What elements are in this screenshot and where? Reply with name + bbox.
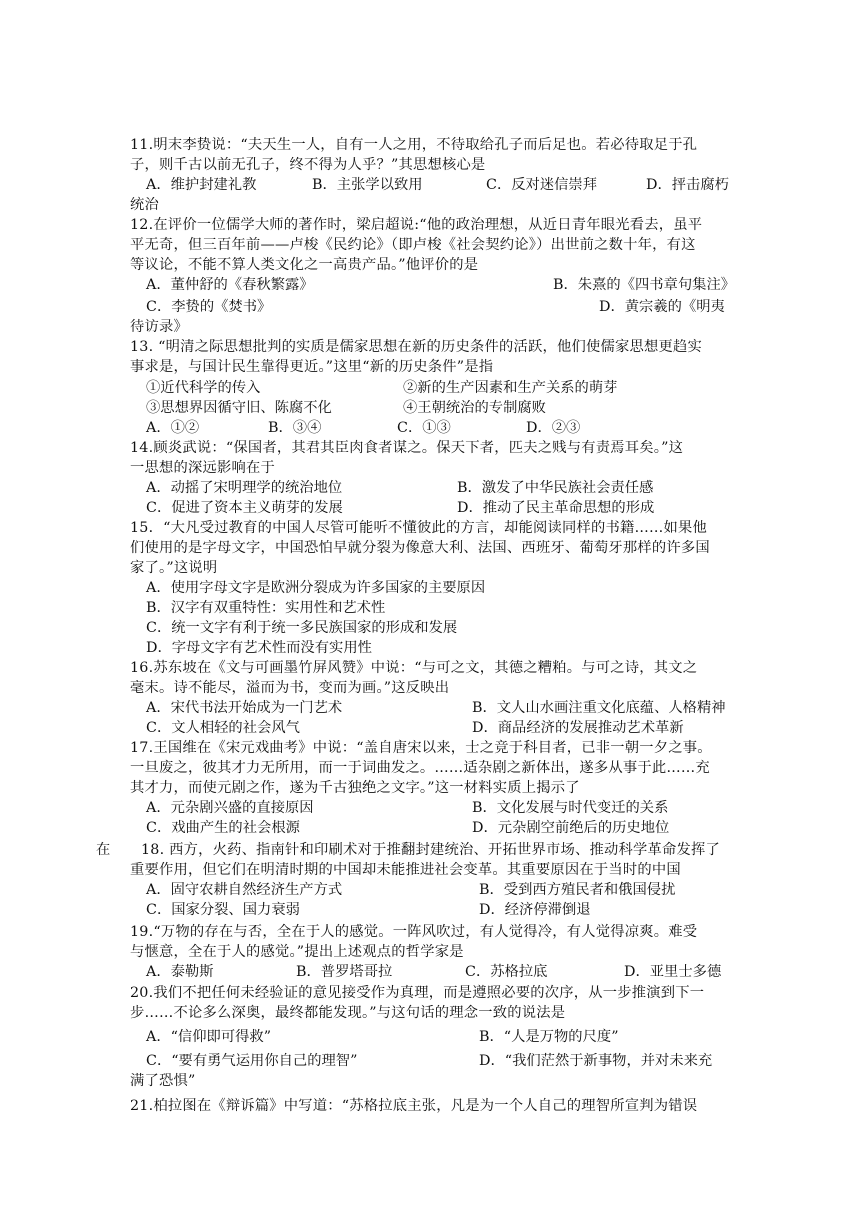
q12-option-b: B．朱熹的《四书章句集注》	[553, 277, 736, 293]
q19-option-b: B．普罗塔哥拉	[296, 964, 393, 980]
q13-option-a: A．①②	[146, 420, 200, 436]
q14-stem-line-1: 14.顾炎武说：“保国者，其君其臣肉食者谋之。保天下者，匹夫之贱与有责焉耳矣。”这	[130, 440, 684, 456]
q12-option-a: A．董仲舒的《春秋繁露》	[146, 277, 314, 293]
q17-option-a: A．元杂剧兴盛的直接原因	[146, 800, 314, 816]
q17-stem-line-1: 17.王国维在《宋元戏曲考》中说：“盖自唐宋以来，士之竞于科目者，已非一朝一夕之事。	[130, 740, 712, 756]
q20-option-c: C．“要有勇气运用你自己的理智”	[146, 1053, 358, 1069]
q13-item-2: ②新的生产因素和生产关系的萌芽	[403, 380, 618, 396]
q13-stem-line-1: 13. “明清之际思想批判的实质是儒家思想在新的历史条件的活跃，他们使儒家思想更趋实	[130, 339, 702, 355]
q20-stem-line-2: 步……不论多么深奥，最终都能发现。”与这句话的理念一致的说法是	[130, 1005, 566, 1021]
q17-option-b: B．文化发展与时代变迁的关系	[472, 800, 669, 816]
q21-stem-line-1: 21.柏拉图在《辩诉篇》中写道：“苏格拉底主张，凡是为一个人自己的理智所宣判为错误	[130, 1098, 698, 1114]
q20-stem-line-1: 20.我们不把任何未经验证的意见接受作为真理，而是遵照必要的次序，从一步推演到下一	[130, 985, 705, 1001]
q12-option-d: D．黄宗羲的《明夷	[599, 299, 725, 315]
q12-option-d-continuation: 待访录》	[130, 319, 188, 335]
q11-option-c: C．反对迷信崇拜	[486, 177, 598, 193]
q20-option-d-continuation: 满了恐惧”	[130, 1073, 196, 1089]
q16-option-b: B．文人山水画注重文化底蕴、人格精神	[472, 700, 726, 716]
q18-option-a: A．固守农耕自然经济生产方式	[146, 882, 343, 898]
q20-option-a: A．“信仰即可得救”	[146, 1029, 272, 1045]
q15-stem-line-1: 15．“大凡受过教育的中国人尽管可能听不懂彼此的方言，却能阅读同样的书籍……如果他	[130, 520, 707, 536]
q16-stem-line-1: 16.苏东坡在《文与可画墨竹屏风赞》中说：“与可之文，其德之糟粕。与可之诗，其文之	[130, 660, 698, 676]
q12-stem-line-1: 12.在评价一位儒学大师的著作时，梁启超说:“他的政治理想，从近日青年眼光看去，虽平	[130, 217, 703, 233]
q20-option-d: D．“我们茫然于新事物，并对未来充	[479, 1053, 713, 1069]
q14-option-b: B．激发了中华民族社会责任感	[457, 480, 654, 496]
q12-stem-line-2: 平无奇，但三百年前——卢梭《民约论》（即卢梭《社会契约论》）出世前之数十年，有这	[130, 237, 696, 253]
q14-option-d: D．推动了民主革命思想的形成	[457, 500, 655, 516]
q13-item-1: ①近代科学的传入	[146, 380, 261, 396]
q18-option-d: D．经济停滞倒退	[479, 902, 591, 918]
q13-option-c: C．①③	[397, 420, 451, 436]
q19-stem-line-2: 与惬意，全在于人的感觉。”提出上述观点的哲学家是	[130, 944, 464, 960]
q13-option-d: D．②③	[526, 420, 581, 436]
q17-stem-line-2: 一旦废之，彼其才力无所用，而一于词曲发之。……适杂剧之新体出，遂多从事于此……充	[130, 760, 710, 776]
q18-stem-line-2: 重要作用，但它们在明清时期的中国却未能推进社会变革。其重要原因在于当时的中国	[130, 862, 681, 878]
q14-stem-line-2: 一思想的深远影响在于	[130, 460, 275, 476]
q15-stem-line-2: 们使用的是字母文字，中国恐怕早就分裂为像意大利、法国、西班牙、葡萄牙那样的许多国	[130, 540, 710, 556]
q16-option-d: D．商品经济的发展推动艺术革新	[472, 720, 684, 736]
q11-option-a: A．维护封建礼教	[146, 177, 257, 193]
q19-stem-line-1: 19.“万物的存在与否，全在于人的感觉。一阵风吹过，有人觉得冷，有人觉得凉爽。难受	[130, 924, 698, 940]
q15-option-a: A．使用字母文字是欧洲分裂成为许多国家的主要原因	[146, 580, 486, 596]
q20-option-b: B．“人是万物的尺度”	[479, 1029, 619, 1045]
q17-stem-line-3: 其才力，而使元剧之作，遂为千古独绝之文字。”这一材料实质上揭示了	[130, 780, 580, 796]
q14-option-a: A．动摇了宋明理学的统治地位	[146, 480, 343, 496]
q16-option-c: C．文人相轻的社会风气	[146, 720, 300, 736]
q18-option-b: B．受到西方殖民者和俄国侵扰	[479, 882, 676, 898]
q11-stem-line-2: 子，则千古以前无孔子，终不得为人乎？”其思想核心是	[130, 157, 486, 173]
q13-item-4: ④王朝统治的专制腐败	[403, 400, 546, 416]
q12-stem-line-3: 等议论，不能不算人类文化之一高贵产品。”他评价的是	[130, 257, 479, 273]
q11-option-b: B．主张学以致用	[312, 177, 423, 193]
q11-option-d: D．抨击腐朽	[646, 177, 729, 193]
q18-option-c: C．国家分裂、国力衰弱	[146, 902, 300, 918]
q13-stem-line-2: 事求是，与国计民生靠得更近。”这里“新的历史条件”是指	[130, 359, 494, 375]
q13-option-b: B．③④	[268, 420, 322, 436]
q12-option-c: C．李贽的《焚书》	[146, 299, 272, 315]
q15-option-d: D．字母文字有艺术性而没有实用性	[146, 640, 372, 656]
q16-option-a: A．宋代书法开始成为一门艺术	[146, 700, 343, 716]
q11-option-d-continuation: 统治	[130, 197, 159, 213]
q14-option-c: C．促进了资本主义萌芽的发展	[146, 500, 343, 516]
q15-option-b: B．汉字有双重特性：实用性和艺术性	[146, 600, 386, 616]
q19-option-a: A．泰勒斯	[146, 964, 214, 980]
margin-mark: 在	[96, 842, 111, 858]
q16-stem-line-2: 毫末。诗不能尽，溢而为书，变而为画。”这反映出	[130, 680, 450, 696]
q17-option-d: D．元杂剧空前绝后的历史地位	[472, 820, 670, 836]
q17-option-c: C．戏曲产生的社会根源	[146, 820, 300, 836]
q15-option-c: C．统一文字有利于统一多民族国家的形成和发展	[146, 620, 458, 636]
q13-item-3: ③思想界因循守旧、陈腐不化	[146, 400, 332, 416]
q19-option-c: C．苏格拉底	[465, 964, 548, 980]
q18-stem-line-1: 18. 西方，火药、指南针和印刷术对于推翻封建统治、开拓世界市场、推动科学革命发挥了	[141, 842, 720, 858]
q15-stem-line-3: 家了。”这说明	[130, 560, 218, 576]
q19-option-d: D．亚里士多德	[624, 964, 722, 980]
q11-stem-line-1: 11.明末李贽说：“夫天生一人，自有一人之用，不待取给孔子而后足也。若必待取足于孔	[130, 137, 698, 153]
